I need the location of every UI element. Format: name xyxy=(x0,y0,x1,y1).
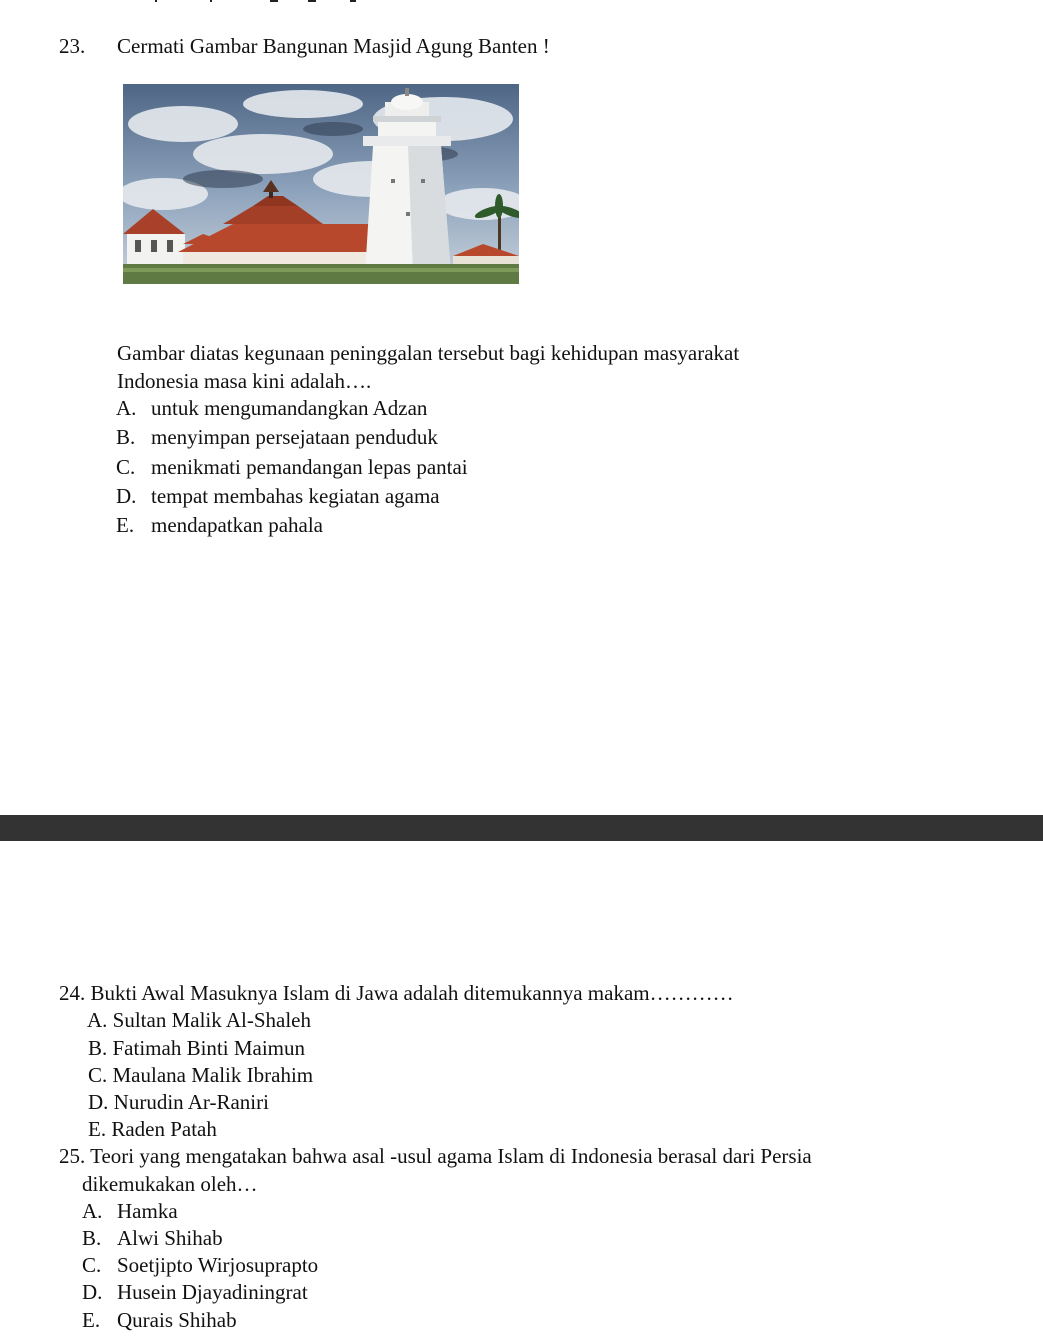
masjid-agung-banten-photo xyxy=(123,84,519,284)
page-divider xyxy=(0,815,1043,841)
q24-option-b[interactable]: B. Fatimah Binti Maimun xyxy=(88,1036,306,1060)
option-text: Husein Djayadiningrat xyxy=(117,1280,308,1304)
q25-option-d[interactable] xyxy=(82,1279,308,1306)
q24-option-a[interactable]: A. Sultan Malik Al-Shaleh xyxy=(87,1008,311,1032)
option-letter: C. xyxy=(116,455,136,479)
option-letter: D. xyxy=(116,484,137,508)
option-text: tempat membahas kegiatan agama xyxy=(151,484,440,508)
option-text: mendapatkan pahala xyxy=(151,513,323,537)
q25-option-a[interactable] xyxy=(82,1198,178,1225)
q23-question-line1: Gambar diatas kegunaan peninggalan tersebut bagi kehidupan masyarakat xyxy=(117,341,740,365)
q25-option-b[interactable] xyxy=(82,1225,223,1252)
q23-option-e[interactable] xyxy=(116,512,323,539)
q25-option-e[interactable] xyxy=(82,1307,237,1334)
q24-option-e[interactable]: E. Raden Patah xyxy=(88,1117,217,1141)
q23-prompt: Cermati Gambar Bangunan Masjid Agung Banten ! xyxy=(117,34,550,58)
q24-option-d[interactable]: D. Nurudin Ar-Raniri xyxy=(88,1090,269,1114)
option-text: Hamka xyxy=(117,1199,178,1223)
option-letter: A. xyxy=(116,396,137,420)
option-letter: E. xyxy=(116,513,135,537)
option-letter: B. xyxy=(116,425,136,449)
q25-question-line1: 25. Teori yang mengatakan bahwa asal -usul agama Islam di Indonesia berasal dari Persia xyxy=(59,1144,812,1168)
q25-option-c[interactable] xyxy=(82,1252,318,1279)
q23-option-c[interactable] xyxy=(116,454,468,481)
option-letter: D. xyxy=(82,1280,103,1304)
q23-number: 23. xyxy=(59,34,86,58)
q23-option-b[interactable] xyxy=(116,424,438,451)
q23-option-d[interactable] xyxy=(116,483,440,510)
option-text: menyimpan persejataan penduduk xyxy=(151,425,438,449)
option-letter: E. xyxy=(82,1308,101,1332)
q24-question: 24. Bukti Awal Masuknya Islam di Jawa adalah ditemukannya makam………… xyxy=(59,981,734,1005)
option-text: Alwi Shihab xyxy=(117,1226,223,1250)
option-text: untuk mengumandangkan Adzan xyxy=(151,396,428,420)
q25-question-line2: dikemukakan oleh… xyxy=(82,1172,258,1196)
cut-off-previous-line xyxy=(60,0,360,2)
q23-option-a[interactable] xyxy=(116,395,427,422)
option-letter: C. xyxy=(82,1253,102,1277)
option-letter: A. xyxy=(82,1199,103,1223)
q24-option-c[interactable]: C. Maulana Malik Ibrahim xyxy=(88,1063,314,1087)
option-text: Soetjipto Wirjosuprapto xyxy=(117,1253,319,1277)
option-text: menikmati pemandangan lepas pantai xyxy=(151,455,468,479)
option-text: Qurais Shihab xyxy=(117,1308,237,1332)
option-letter: B. xyxy=(82,1226,102,1250)
q23-question-line2: Indonesia masa kini adalah…. xyxy=(117,369,372,393)
